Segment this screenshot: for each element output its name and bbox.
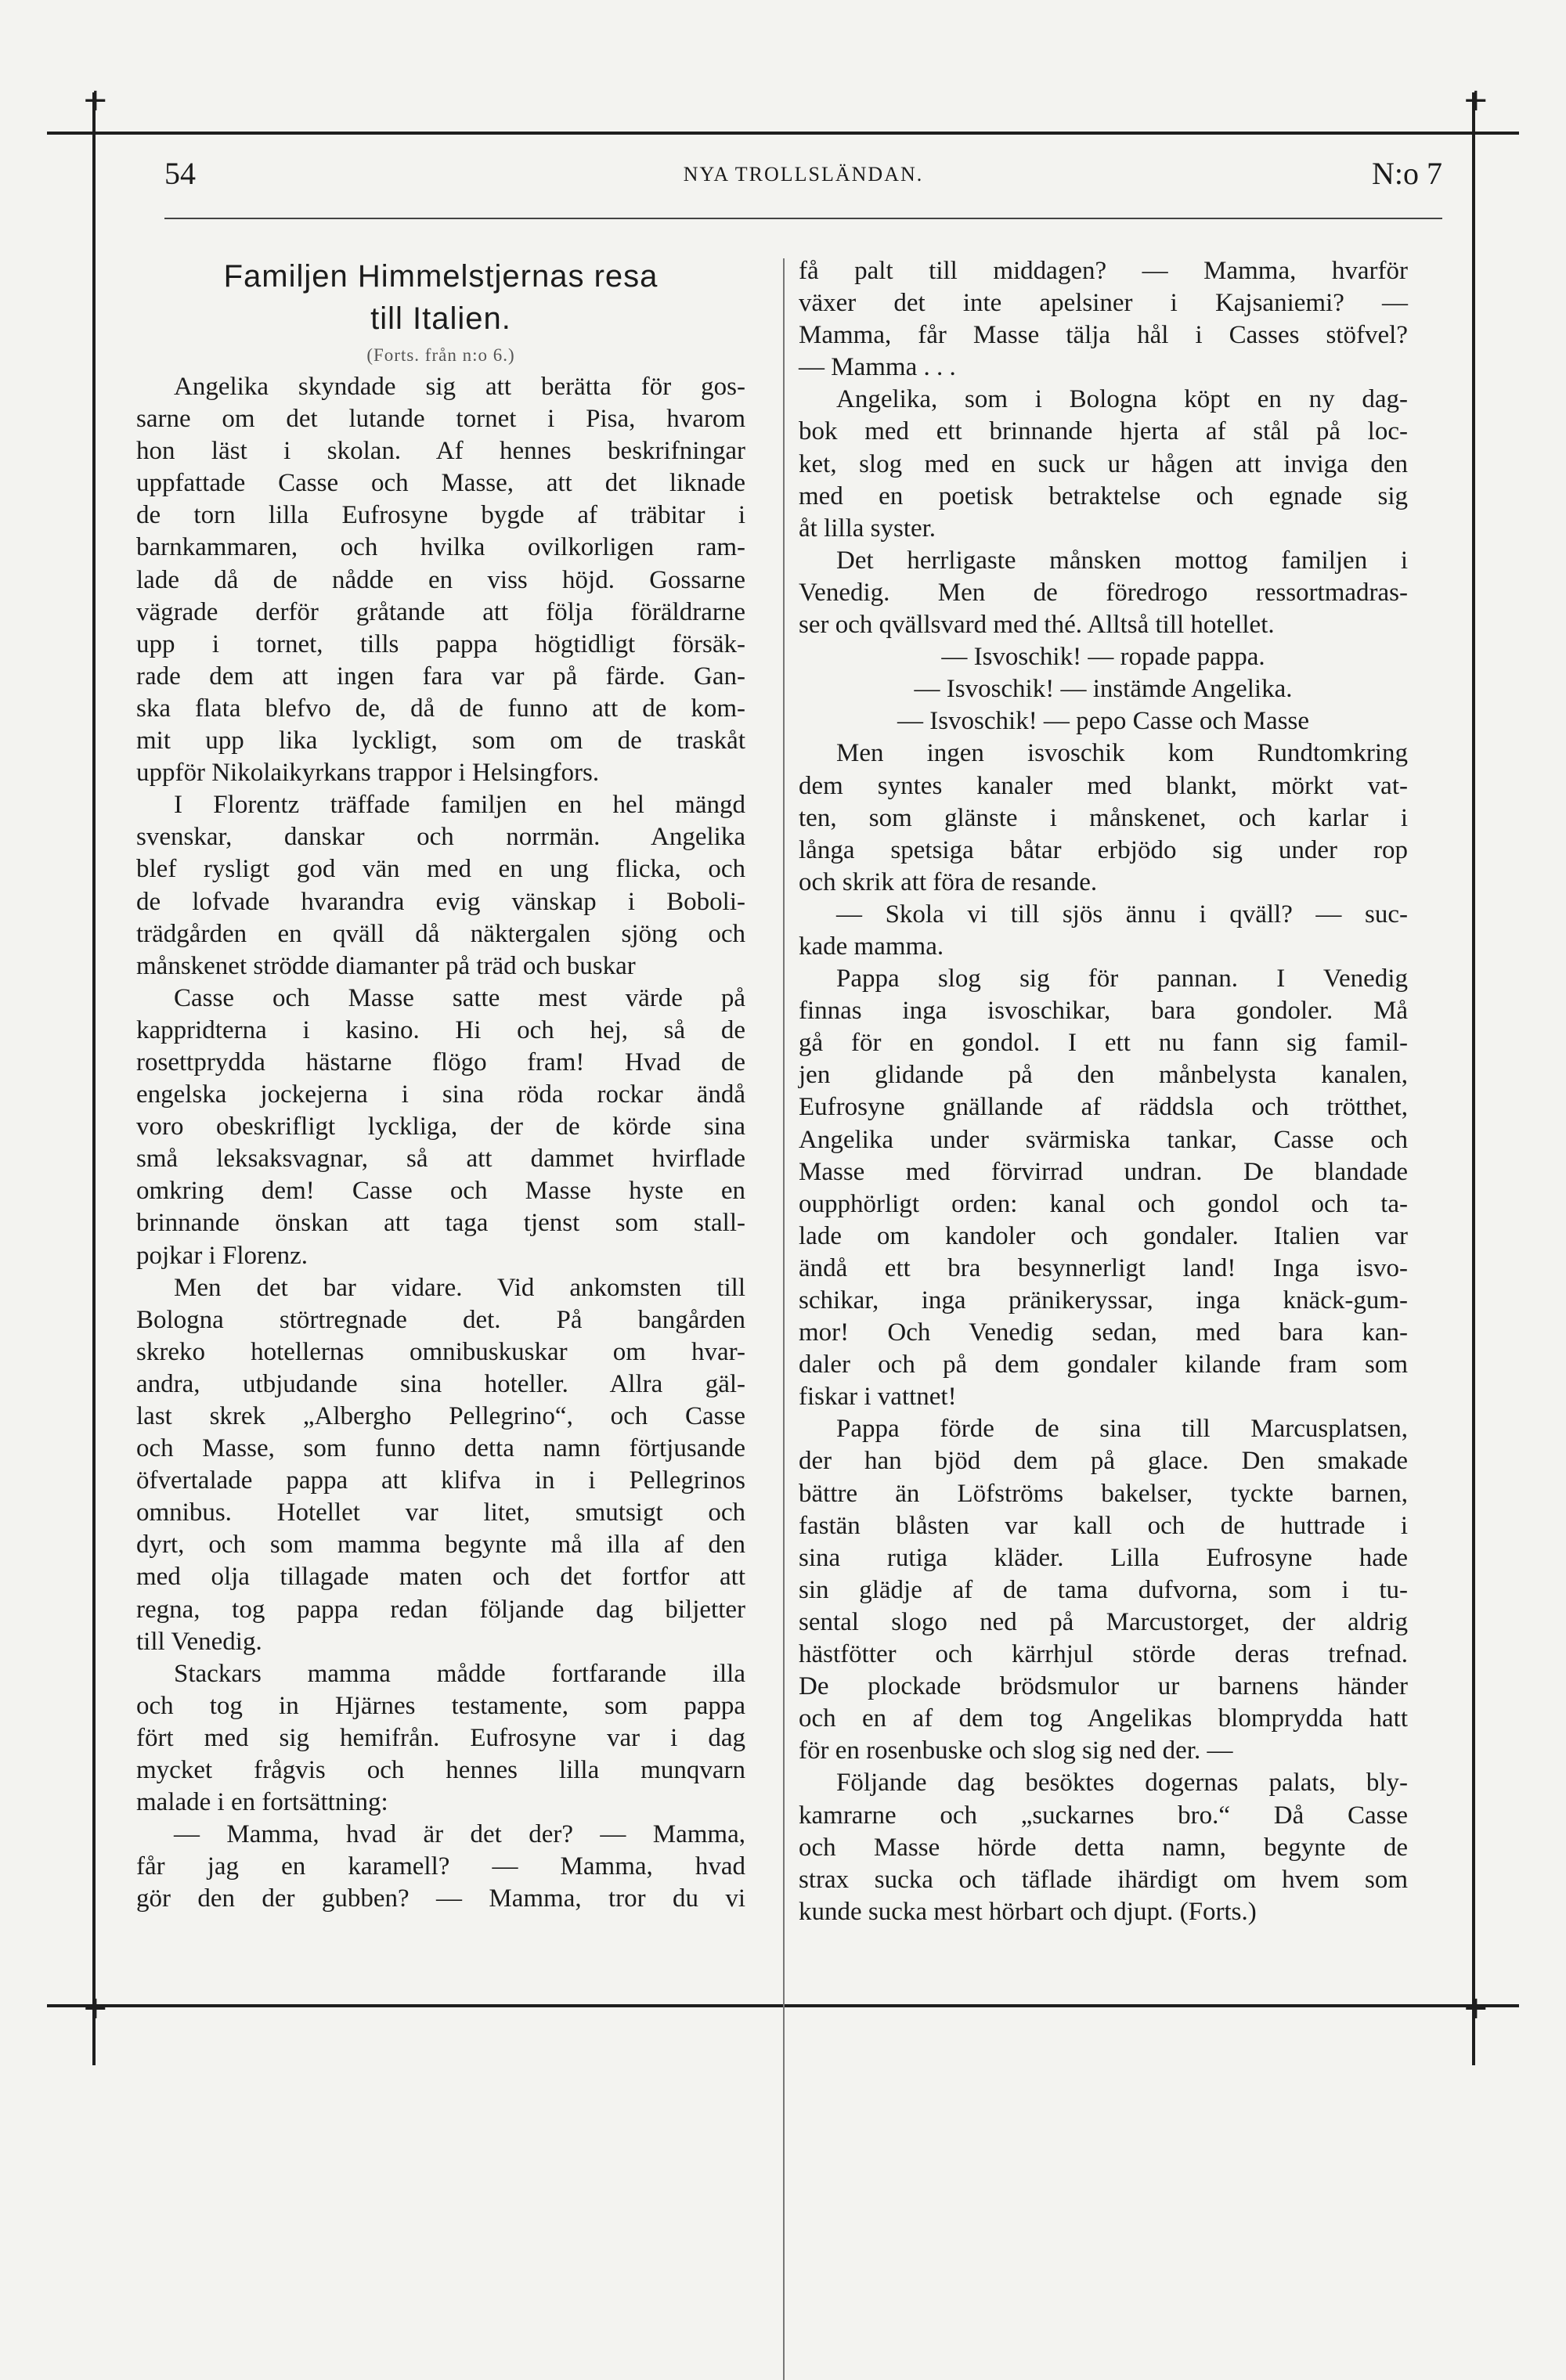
text-line: kunde sucka mest hörbart och djupt. (Forts.) bbox=[799, 1897, 1257, 1926]
text-line: jen glidande på den månbelysta kanalen, bbox=[799, 1061, 1408, 1090]
text-line: brinnande önskan att taga tjenst som stall- bbox=[136, 1209, 745, 1238]
text-line: engelska jockejerna i sina röda rockar ändå bbox=[136, 1080, 745, 1109]
text-line: Masse med förvirrad undran. De blandade bbox=[799, 1157, 1408, 1186]
text-line: sina rutiga kläder. Lilla Eufrosyne hade bbox=[799, 1543, 1408, 1572]
text-line: — Mamma, hvad är det der? — Mamma, bbox=[174, 1820, 745, 1849]
text-line: lade då de nådde en viss höjd. Gossarne bbox=[136, 565, 745, 594]
text-line: och tog in Hjärnes testamente, som pappa bbox=[136, 1691, 745, 1720]
text-line: de lofvade hvarandra evig vänskap i Boboli- bbox=[136, 887, 745, 916]
text-line: rade dem att ingen fara var på färde. Gan- bbox=[136, 662, 745, 691]
text-line: Stackars mamma mådde fortfarande illa bbox=[174, 1659, 745, 1688]
text-line: och skrik att föra de resande. bbox=[799, 867, 1098, 896]
text-line: Venedig. Men de föredrogo ressortmadras- bbox=[799, 578, 1408, 607]
text-line: med olja tillagade maten och det fortfor att bbox=[136, 1563, 745, 1592]
text-line: skreko hotellernas omnibuskuskar om hvar- bbox=[136, 1337, 745, 1366]
text-line: ska flata blefvo de, då de funno att de kom- bbox=[136, 694, 745, 723]
frame-top-rule bbox=[47, 132, 1519, 135]
text-line: Bologna störtregnade det. På bangården bbox=[136, 1305, 745, 1334]
frame-left-rule bbox=[92, 92, 96, 2065]
text-line: hästfötter och kärrhjul störde deras trefnad. bbox=[799, 1640, 1408, 1669]
text-line: och en af dem tog Angelikas blomprydda hatt bbox=[799, 1704, 1408, 1733]
text-line: kamrarne och „suckarnes bro.“ Då Casse bbox=[799, 1801, 1408, 1830]
text-line: — Isvoschik! — ropade pappa. bbox=[941, 643, 1265, 672]
text-line: hon läst i skolan. Af hennes beskrifningar bbox=[136, 437, 745, 466]
text-line: finnas inga isvoschikar, bara gondoler. Må bbox=[799, 997, 1408, 1026]
issue-number: N:o 7 bbox=[1372, 156, 1442, 191]
article-title-continued: till Italien. bbox=[370, 301, 511, 336]
text-line: fiskar i vattnet! bbox=[799, 1383, 957, 1412]
text-line: Angelika under svärmiska tankar, Casse och bbox=[799, 1125, 1408, 1154]
text-line: svenskar, danskar och norrmän. Angelika bbox=[136, 823, 745, 852]
text-line: oupphörligt orden: kanal och gondol och ta- bbox=[799, 1189, 1408, 1218]
text-line: få palt till middagen? — Mamma, hvarför bbox=[799, 257, 1408, 285]
running-header bbox=[164, 155, 1442, 197]
text-line: bok med ett brinnande hjerta af stål på loc- bbox=[799, 417, 1408, 446]
text-line: lade om kandoler och gondaler. Italien var bbox=[799, 1221, 1408, 1250]
text-line: sental slogo ned på Marcustorget, der aldrig bbox=[799, 1607, 1408, 1636]
text-line: Pappa slog sig för pannan. I Venedig bbox=[836, 965, 1408, 993]
text-line: — Isvoschik! — instämde Angelika. bbox=[914, 675, 1293, 704]
text-line: Angelika skyndade sig att berätta för gos- bbox=[174, 373, 745, 401]
text-line: gå för en gondol. I ett nu fann sig famil- bbox=[799, 1029, 1408, 1058]
text-line: fört med sig hemifrån. Eufrosyne var i dag bbox=[136, 1723, 745, 1752]
corner-ornament-icon: + bbox=[82, 82, 109, 118]
text-line: Casse och Masse satte mest värde på bbox=[174, 983, 745, 1012]
text-line: barnkammaren, och hvilka ovilkorligen ram- bbox=[136, 533, 745, 562]
text-line: dyrt, och som mamma begynte må illa af den bbox=[136, 1531, 745, 1560]
text-line: omnibus. Hotellet var litet, smutsigt och bbox=[136, 1498, 745, 1527]
text-line: ändå ett bra besynnerligt land! Inga isvo- bbox=[799, 1253, 1408, 1282]
text-line: får jag en karamell? — Mamma, hvad bbox=[136, 1852, 745, 1881]
text-line: last skrek „Albergho Pellegrino“, och Casse bbox=[136, 1402, 745, 1430]
text-line: långa spetsiga båtar erbjödo sig under rop bbox=[799, 835, 1408, 864]
text-line: till Venedig. bbox=[136, 1627, 262, 1656]
text-line: ket, slog med en suck ur hågen att inviga den bbox=[799, 449, 1408, 478]
text-line: Eufrosyne gnällande af räddsla och trötthet, bbox=[799, 1093, 1408, 1122]
page-number: 54 bbox=[164, 156, 196, 191]
text-line: ser och qvällsvard med thé. Alltså till hotellet. bbox=[799, 611, 1275, 640]
text-line: Pappa förde de sina till Marcusplatsen, bbox=[836, 1415, 1408, 1444]
text-line: trädgården en qväll då näktergalen sjöng och bbox=[136, 919, 745, 948]
corner-ornament-icon: + bbox=[1463, 82, 1489, 118]
text-line: voro obeskrifligt lyckliga, der de körde sina bbox=[136, 1112, 745, 1141]
text-line: Men ingen isvoschik kom Rundtomkring bbox=[836, 739, 1408, 768]
text-line: — Mamma . . . bbox=[799, 353, 956, 382]
text-line: der han bjöd dem på glace. Den smakade bbox=[799, 1447, 1408, 1476]
text-line: för en rosenbuske och slog sig ned der. — bbox=[799, 1736, 1233, 1765]
text-line: malade i en fortsättning: bbox=[136, 1788, 388, 1817]
text-line: upp i tornet, tills pappa högtidligt försäk- bbox=[136, 629, 745, 658]
text-line: daler och på dem gondaler kilande fram som bbox=[799, 1350, 1408, 1379]
text-line: andra, utbjudande sina hoteller. Allra gäl- bbox=[136, 1369, 745, 1398]
text-line: åt lilla syster. bbox=[799, 514, 936, 543]
text-line: sin glädje af de tama dufvorna, som i tu- bbox=[799, 1575, 1408, 1604]
text-line: omkring dem! Casse och Masse hyste en bbox=[136, 1177, 745, 1206]
text-line: Det herrligaste månsken mottog familjen i bbox=[836, 546, 1408, 575]
text-line: I Florentz träffade familjen en hel mängd bbox=[174, 791, 745, 820]
text-line: — Skola vi till sjös ännu i qväll? — suc- bbox=[836, 900, 1408, 929]
text-line: mor! Och Venedig sedan, med bara kan- bbox=[799, 1318, 1408, 1347]
text-line: och Masse hörde detta namn, begynte de bbox=[799, 1833, 1408, 1862]
right-column bbox=[799, 255, 1408, 1928]
text-line: och Masse, som funno detta namn förtjusande bbox=[136, 1434, 745, 1463]
corner-ornament-icon: + bbox=[82, 1990, 109, 2026]
text-line: kappridterna i kasino. Hi och hej, så de bbox=[136, 1015, 745, 1044]
text-line: vägrade derför gråtande att följa föräldrarne bbox=[136, 597, 745, 626]
continued-note: (Forts. från n:o 6.) bbox=[366, 345, 515, 365]
text-line: uppfattade Casse och Masse, att det liknade bbox=[136, 469, 745, 498]
journal-title: NYA TROLLSLÄNDAN. bbox=[683, 163, 924, 186]
text-line: Följande dag besöktes dogernas palats, bly- bbox=[836, 1769, 1408, 1798]
text-line: schikar, inga pränikeryssar, inga knäck-gum- bbox=[799, 1286, 1408, 1314]
text-line: mit upp lika lyckligt, som om de traskåt bbox=[136, 727, 745, 755]
text-line: mycket frågvis och hennes lilla munqvarn bbox=[136, 1756, 745, 1785]
left-column bbox=[136, 255, 745, 1916]
text-line: Mamma, får Masse tälja hål i Casses stöfvel? bbox=[799, 321, 1408, 350]
article-title: Familjen Himmelstjernas resa bbox=[223, 259, 659, 294]
text-line: med en poetisk betraktelse och egnade sig bbox=[799, 481, 1408, 510]
frame-right-rule bbox=[1472, 92, 1475, 2065]
text-line: de torn lilla Eufrosyne bygde af träbitar i bbox=[136, 501, 745, 530]
text-line: månskenet strödde diamanter på träd och buskar bbox=[136, 951, 636, 980]
text-line: uppför Nikolaikyrkans trappor i Helsingfors. bbox=[136, 759, 600, 788]
text-line: — Isvoschik! — pepo Casse och Masse bbox=[897, 707, 1310, 736]
text-line: bättre än Löfströms bakelser, tyckte barnen, bbox=[799, 1479, 1408, 1508]
left-column-text bbox=[136, 371, 745, 1916]
column-divider bbox=[783, 258, 785, 2380]
text-line: strax sucka och täflade ihärdigt om hvem som bbox=[799, 1865, 1408, 1894]
text-line: rosettprydda hästarne flögo fram! Hvad de bbox=[136, 1048, 745, 1076]
text-line: gör den der gubben? — Mamma, tror du vi bbox=[136, 1884, 745, 1913]
text-line: Men det bar vidare. Vid ankomsten till bbox=[174, 1273, 745, 1302]
text-line: ten, som glänste i månskenet, och karlar i bbox=[799, 803, 1408, 832]
text-line: öfvertalade pappa att klifva in i Pellegrinos bbox=[136, 1466, 745, 1495]
header-rule bbox=[164, 218, 1442, 219]
text-line: sarne om det lutande tornet i Pisa, hvarom bbox=[136, 405, 745, 434]
text-line: fastän blåsten var kall och de huttrade i bbox=[799, 1511, 1408, 1540]
text-line: De plockade brödsmulor ur barnens händer bbox=[799, 1672, 1408, 1701]
text-line: växer det inte apelsiner i Kajsaniemi? — bbox=[799, 289, 1408, 318]
text-line: pojkar i Florenz. bbox=[136, 1241, 309, 1270]
corner-ornament-icon: + bbox=[1463, 1990, 1489, 2026]
text-line: regna, tog pappa redan följande dag biljetter bbox=[136, 1595, 745, 1624]
text-line: Angelika, som i Bologna köpt en ny dag- bbox=[836, 385, 1408, 414]
text-line: kade mamma. bbox=[799, 932, 944, 961]
text-line: dem syntes kanaler med blankt, mörkt vat- bbox=[799, 771, 1408, 800]
text-line: blef rysligt god vän med en ung flicka, och bbox=[136, 855, 745, 884]
right-column-text bbox=[799, 255, 1408, 1928]
text-line: små leksaksvagnar, så att dammet hvirflade bbox=[136, 1145, 745, 1174]
